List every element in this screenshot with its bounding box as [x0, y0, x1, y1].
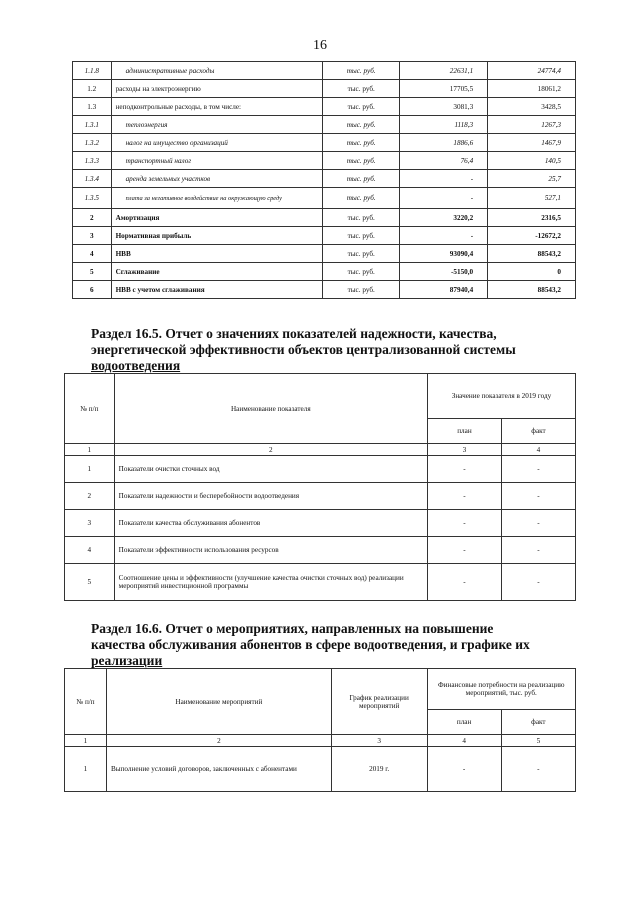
- row-number: 2: [73, 209, 112, 227]
- row-number: 5: [73, 263, 112, 281]
- cost-table: [72, 61, 576, 299]
- row-number: 3: [65, 510, 115, 537]
- row-plan: -: [427, 483, 501, 510]
- col-num-header: № п/п: [65, 374, 115, 444]
- row-plan: -: [427, 537, 501, 564]
- col-schedule-header: График реализации мероприятий: [331, 669, 427, 735]
- row-number: 1.3.4: [73, 170, 112, 188]
- row-name: Сглаживание: [111, 263, 322, 281]
- row-unit: тыс. руб.: [322, 98, 400, 116]
- table-row: [73, 263, 576, 281]
- section-16-6-heading: [91, 621, 581, 669]
- row-number: 1: [65, 747, 107, 792]
- col-name-header: Наименование показателя: [114, 374, 427, 444]
- row-name: НВВ с учетом сглаживания: [111, 281, 322, 299]
- row-fact: 140,5: [488, 152, 576, 170]
- row-fact: 0: [488, 263, 576, 281]
- row-plan: 22631,1: [400, 62, 488, 80]
- row-number: 4: [73, 245, 112, 263]
- row-name: административные расходы: [111, 62, 322, 80]
- row-number: 5: [65, 564, 115, 601]
- row-plan: -5150,0: [400, 263, 488, 281]
- table-row: [65, 564, 576, 601]
- heading-line: водоотведения: [91, 358, 181, 373]
- heading-line: энергетической эффективности объектов централизованной системы: [91, 342, 516, 357]
- row-plan: -: [427, 564, 501, 601]
- measures-table: [64, 668, 576, 792]
- row-number: 1.3.1: [73, 116, 112, 134]
- row-fact: 88543,2: [488, 281, 576, 299]
- table-row: [65, 456, 576, 483]
- table-row: [65, 510, 576, 537]
- row-plan: -: [427, 456, 501, 483]
- row-plan: 87940,4: [400, 281, 488, 299]
- row-number: 1.3.2: [73, 134, 112, 152]
- row-name-text: плата за негативное воздействие на окружающую среду: [125, 195, 282, 202]
- row-unit: тыс. руб.: [322, 281, 400, 299]
- row-fact: 3428,5: [488, 98, 576, 116]
- row-plan: 1886,6: [400, 134, 488, 152]
- row-unit: тыс. руб.: [322, 80, 400, 98]
- row-name: транспортный налог: [111, 152, 322, 170]
- row-unit: тыс. руб.: [322, 209, 400, 227]
- row-fact: 527,1: [488, 188, 576, 209]
- row-fact: 25,7: [488, 170, 576, 188]
- table-row: [73, 170, 576, 188]
- table-row: [73, 134, 576, 152]
- col-value-header: Значение показателя в 2019 году: [427, 374, 575, 419]
- row-plan: -: [427, 510, 501, 537]
- row-name: Соотношение цены и эффективности (улучшение качества очистки сточных вод) реализации мероприятий инвестиционной программы: [114, 564, 427, 601]
- row-name: Показатели эффективности использования ресурсов: [114, 537, 427, 564]
- row-fact: 1467,9: [488, 134, 576, 152]
- row-fact: -12672,2: [488, 227, 576, 245]
- row-name: [111, 188, 322, 209]
- index-cell: 4: [501, 444, 575, 456]
- table-row: [65, 747, 576, 792]
- row-plan: 17705,5: [400, 80, 488, 98]
- row-plan: 3081,3: [400, 98, 488, 116]
- row-number: 2: [65, 483, 115, 510]
- row-plan: 3220,2: [400, 209, 488, 227]
- index-cell: 1: [65, 735, 107, 747]
- row-name: Амортизация: [111, 209, 322, 227]
- heading-line: Раздел 16.6. Отчет о мероприятиях, направленных на повышение: [91, 621, 494, 636]
- heading-line: реализации: [91, 653, 163, 668]
- col-name-header: Наименование мероприятий: [106, 669, 331, 735]
- row-unit: тыс. руб.: [322, 152, 400, 170]
- row-fact: 88543,2: [488, 245, 576, 263]
- row-unit: тыс. руб.: [322, 263, 400, 281]
- index-cell: 4: [427, 735, 501, 747]
- row-number: 1.1.8: [73, 62, 112, 80]
- row-unit: тыс. руб.: [322, 62, 400, 80]
- table-row: [73, 62, 576, 80]
- table-row: [73, 209, 576, 227]
- table-row: [65, 483, 576, 510]
- row-fact: -: [501, 456, 575, 483]
- row-plan: -: [400, 227, 488, 245]
- table-row: [73, 80, 576, 98]
- row-plan: 76,4: [400, 152, 488, 170]
- index-cell: 2: [114, 444, 427, 456]
- col-finance-header: Финансовые потребности на реализацию мероприятий, тыс. руб.: [427, 669, 575, 710]
- table-row: [73, 116, 576, 134]
- row-number: 6: [73, 281, 112, 299]
- row-fact: 18061,2: [488, 80, 576, 98]
- section-16-5-heading: [91, 326, 581, 374]
- row-number: 1.3.3: [73, 152, 112, 170]
- row-fact: -: [501, 564, 575, 601]
- row-fact: 1267,3: [488, 116, 576, 134]
- row-name: Показатели надежности и бесперебойности водоотведения: [114, 483, 427, 510]
- heading-line: Раздел 16.5. Отчет о значениях показателей надежности, качества,: [91, 326, 497, 341]
- row-name: Выполнение условий договоров, заключенных с абонентами: [106, 747, 331, 792]
- row-unit: тыс. руб.: [322, 188, 400, 209]
- row-name: Показатели качества обслуживания абонентов: [114, 510, 427, 537]
- row-name: Показатели очистки сточных вод: [114, 456, 427, 483]
- row-plan: -: [427, 747, 501, 792]
- row-name: налог на имущество организаций: [111, 134, 322, 152]
- row-unit: тыс. руб.: [322, 134, 400, 152]
- index-cell: 3: [427, 444, 501, 456]
- row-plan: 93090,4: [400, 245, 488, 263]
- row-number: 1.2: [73, 80, 112, 98]
- row-unit: тыс. руб.: [322, 245, 400, 263]
- indicators-table: [64, 373, 576, 601]
- index-cell: 5: [501, 735, 575, 747]
- row-plan: -: [400, 170, 488, 188]
- page-number: 16: [313, 38, 327, 53]
- table-row: [73, 188, 576, 209]
- row-fact: 2316,5: [488, 209, 576, 227]
- table-row: [73, 227, 576, 245]
- col-plan-header: план: [427, 419, 501, 444]
- row-fact: -: [501, 537, 575, 564]
- table-row: [73, 245, 576, 263]
- row-number: 1.3: [73, 98, 112, 116]
- col-num-header: № п/п: [65, 669, 107, 735]
- row-fact: -: [501, 510, 575, 537]
- row-number: 3: [73, 227, 112, 245]
- table-row: [65, 537, 576, 564]
- col-fact-header: факт: [501, 419, 575, 444]
- row-unit: тыс. руб.: [322, 116, 400, 134]
- row-name: НВВ: [111, 245, 322, 263]
- table-row: [73, 98, 576, 116]
- row-number: 4: [65, 537, 115, 564]
- row-name: неподконтрольные расходы, в том числе:: [111, 98, 322, 116]
- row-plan: -: [400, 188, 488, 209]
- table-row: [73, 152, 576, 170]
- row-fact: -: [501, 483, 575, 510]
- row-unit: тыс. руб.: [322, 227, 400, 245]
- row-schedule: 2019 г.: [331, 747, 427, 792]
- table-row: [73, 281, 576, 299]
- index-cell: 2: [106, 735, 331, 747]
- row-number: 1.3.5: [73, 188, 112, 209]
- row-plan: 1118,3: [400, 116, 488, 134]
- col-plan-header: план: [427, 710, 501, 735]
- row-name: аренда земельных участков: [111, 170, 322, 188]
- row-number: 1: [65, 456, 115, 483]
- row-name: теплоэнергия: [111, 116, 322, 134]
- index-cell: 3: [331, 735, 427, 747]
- index-cell: 1: [65, 444, 115, 456]
- row-fact: -: [501, 747, 575, 792]
- row-name: Нормативная прибыль: [111, 227, 322, 245]
- row-fact: 24774,4: [488, 62, 576, 80]
- col-fact-header: факт: [501, 710, 575, 735]
- heading-line: качества обслуживания абонентов в сфере водоотведения, и графике их: [91, 637, 530, 652]
- row-unit: тыс. руб.: [322, 170, 400, 188]
- row-name: расходы на электроэнергию: [111, 80, 322, 98]
